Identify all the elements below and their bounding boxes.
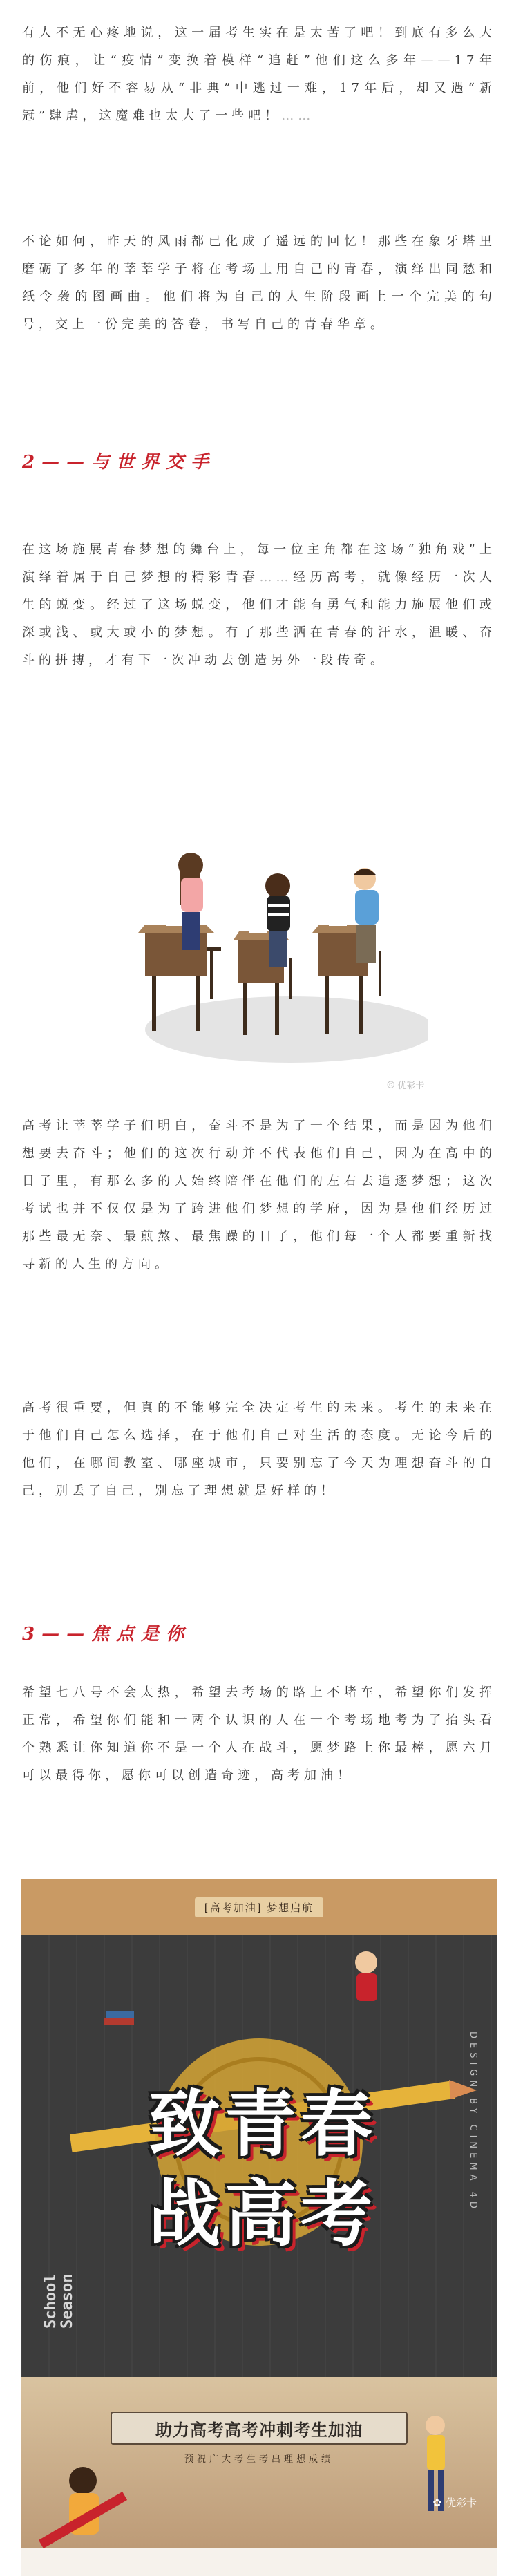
section-heading-3: 3——焦点是你 [22,1624,191,1645]
poster-title-line2: 战高考 [148,2172,377,2256]
paragraph-5: 高考很重要，但真的不能够完全决定考生的未来。考生的未来在于他们自己怎么选择，在于他们自己对生活的态度。无论今后的他们，在哪间教室、哪座城市，只要别忘了今天为理想奋斗的自己，别丢了自己，别忘了理想就是好样的！ [22,1401,496,1498]
poster-banner [21,1879,497,1935]
poster-side-text: DESIGN BY CINEMA 4D [468,2032,478,2213]
paragraph-1 [22,19,496,130]
section-heading-2: 2——与世界交手 [22,452,216,473]
watermark-text: 优彩卡 [397,1081,425,1091]
watermark-icon: ◎ [387,1079,395,1090]
students-exam-illustration [124,829,428,1064]
book-icon [104,2018,134,2025]
paragraph-3-text: 在这场施展青春梦想的舞台上，每一位主角都在这场“独角戏”上演绎着属于自己梦想的精彩青春 [22,542,496,585]
paragraph-4: 高考让莘莘学子们明白，奋斗不是为了一个结果，而是因为他们想要去奋斗；他们的这次行动并不代表他们自己，因为在高中的日子里，有那么多的人始终陪伴在他们的左右去追逐梦想；这次考试也并不仅仅是为了跨进他们梦想的学府，因为是他们经历过那些最无奈、最煎熬、最焦躁的日子，他们每一个人都要重新找寻新的人生的方向。 [22,1119,496,1271]
paragraph-1-text: 有人不无心疼地说，这一届考生实在是太苦了吧！到底有多么大的伤痕，让“疫情”变换着模样“追赶”他们这么多年——17年前，他们好不容易从“非典”中逃过一难，17年后，却又遇“新冠”肆虐，这魔难也太大了一些吧！ [22,26,496,123]
gaokao-poster [21,1879,497,2576]
poster-footer [21,2548,497,2576]
poster-watermark-text: 优彩卡 [445,2497,477,2509]
poster-title-line1: 致青春 [148,2082,377,2166]
ellipsis: …… [259,570,293,585]
paragraph-3b-text: 经历高考，就像经历一次人生的蜕变。经过了这场蜕变，他们才能有勇气和能力施展他们或深或浅、或大或小的梦想。有了那些洒在青春的汗水，温暖、奋斗的拼搏，才有下一次冲动去创造另外一段传奇。 [22,570,497,667]
poster-school-text: School Season [42,2273,76,2329]
paragraph-3 [22,536,496,674]
girl-figure [69,2467,97,2494]
poster-lower-decor [21,2377,497,2576]
paragraph-2: 不论如何，昨天的风雨都已化成了遥远的回忆！那些在象牙塔里磨砺了多年的莘莘学子将在考场上用自己的青春，演绎出同愁和纸令袭的图画曲。他们将为自己的人生阶段画上一个完美的句号，交上一份完美的答卷，书写自己的青春华章。 [22,234,496,332]
standing-figure [426,2416,445,2435]
poster-subtitle: 预祝广大考生考出理想成绩 [184,2454,334,2465]
illustration-watermark [387,1078,424,1091]
poster-slogan: 助力高考高考冲刺考生加油 [111,2412,408,2445]
ellipsis: …… [281,108,315,123]
wechat-icon: ✿ [432,2496,441,2509]
paragraph-6: 希望七八号不会太热，希望去考场的路上不堵车，希望你们发挥正常，希望你们能和一两个认识的人在一个考场地考为了抬头看个熟悉让你知道你不是一个人在战斗，愿梦路上你最棒，愿六月可以最得你，愿你可以创造奇迹，高考加油！ [22,1685,496,1783]
poster-banner-text: [高考加油] 梦想启航 [195,1897,323,1917]
student-figure-top [355,1951,377,1973]
poster-watermark [432,2495,477,2510]
